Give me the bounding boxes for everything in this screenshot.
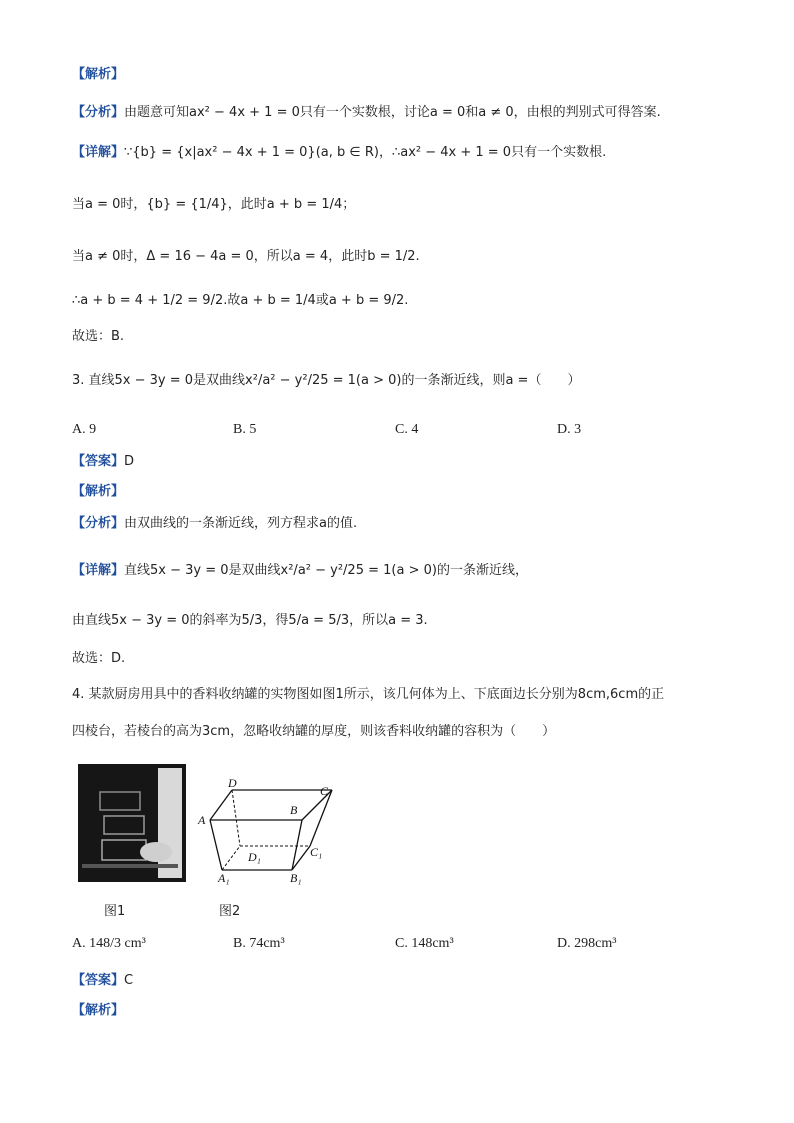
analysis-text: 由题意可知ax² − 4x + 1 = 0只有一个实数根，讨论a = 0和a ≠ 0，由根的判别式可得答案. [124,105,661,120]
q4-jiexi-heading: 【解析】 [72,1003,125,1018]
q3-analysis-text: 由双曲线的一条渐近线，列方程求a的值. [124,516,358,531]
q3-option-b: B. 5 [233,422,257,437]
jiexi-heading: 【解析】 [72,67,125,82]
detail-tag: 【详解】 [72,145,125,160]
analysis-tag: 【分析】 [72,105,125,120]
vertex-c: C [320,784,329,798]
q3-option-c: C. 4 [395,422,419,437]
vertex-a1: A₁ [218,871,230,885]
case-a-nonzero: 当a ≠ 0时，Δ = 16 − 4a = 0，所以a = 4，此时b = 1/2. [72,249,420,264]
q3-detail-tag: 【详解】 [72,563,125,578]
q3-answer-line [72,453,134,471]
vertex-b: B [290,803,298,817]
vertex-d1: D₁ [248,850,261,864]
q3-option-d: D. 3 [557,422,582,437]
q4-answer: C [124,973,134,988]
q4-answer-line [72,972,133,990]
q4-answer-tag: 【答案】 [72,973,125,988]
vertex-c1: C₁ [310,845,323,859]
q3-choose-line: 故选：D. [72,651,126,666]
figure1-photo [78,764,186,882]
q3-option-a: A. 9 [72,422,97,437]
detail-text: ∵{b} = {x|ax² − 4x + 1 = 0}(a, b ∈ R)，∴ax² − 4x + 1 = 0只有一个实数根. [124,145,607,160]
choose-line: 故选：B. [72,329,125,344]
figure1-caption: 图1 [104,904,126,919]
q3-slope-line: 由直线5x − 3y = 0的斜率为5/3，得5/a = 5/3，所以a = 3. [72,613,428,628]
detail-line [72,144,606,162]
q3-detail-line [72,562,528,580]
q4-option-b: B. 74cm³ [233,936,285,951]
q3-stem: 3. 直线5x − 3y = 0是双曲线x²/a² − y²/25 = 1(a > 0)的一条渐近线，则a =（ ） [72,373,581,388]
q4-stem-line1: 4. 某款厨房用具中的香料收纳罐的实物图如图1所示，该几何体为上、下底面边长分别为8cm,6cm的正 [72,687,665,702]
q4-option-a: A. 148/3 cm³ [72,936,146,951]
figure2-caption: 图2 [219,904,241,919]
q3-jiexi-heading: 【解析】 [72,484,125,499]
q3-analysis-tag: 【分析】 [72,516,125,531]
sum-line: ∴a + b = 4 + 1/2 = 9/2.故a + b = 1/4或a + b = 9/2. [72,293,409,308]
q3-detail-text: 直线5x − 3y = 0是双曲线x²/a² − y²/25 = 1(a > 0)的一条渐近线， [124,563,528,578]
analysis-line [72,104,661,122]
case-a-zero: 当a = 0时，{b} = {1/4}，此时a + b = 1/4； [72,197,356,212]
vertex-b1: B₁ [290,871,302,885]
q4-option-d: D. 298cm³ [557,936,617,951]
vertex-a: A [198,813,206,827]
q4-stem-line2: 四棱台，若棱台的高为3cm，忽略收纳罐的厚度，则该香料收纳罐的容积为（ ） [72,724,556,739]
q3-analysis-line [72,515,357,533]
q3-answer: D [124,454,135,469]
figure2-frustum [196,776,336,888]
vertex-d: D [228,776,237,790]
q3-answer-tag: 【答案】 [72,454,125,469]
q4-option-c: C. 148cm³ [395,936,454,951]
